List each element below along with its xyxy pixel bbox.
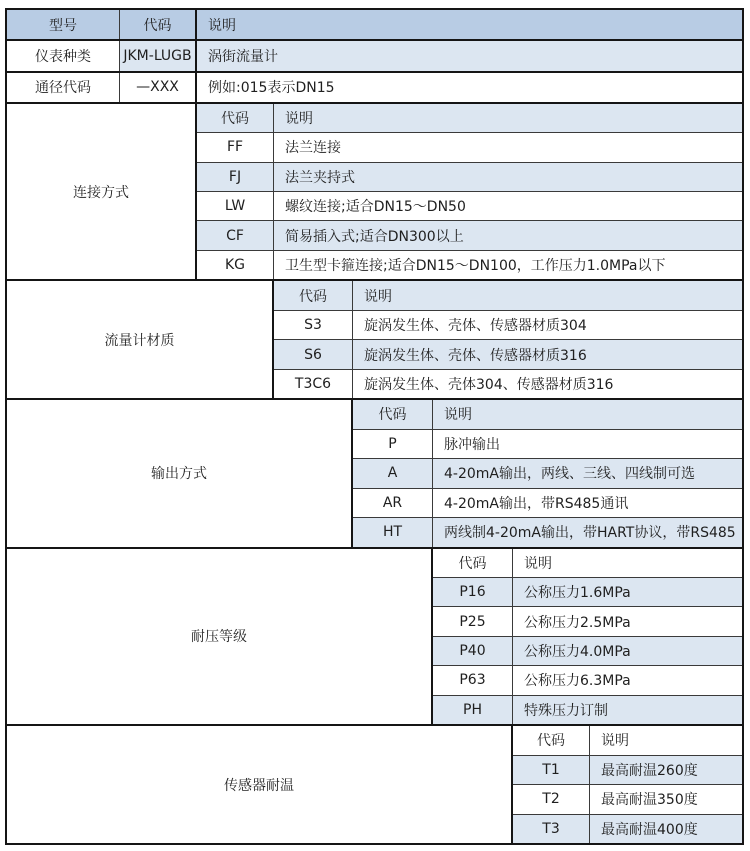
section-pressure-label: 耐压等级: [7, 549, 433, 725]
code-cell: P40: [433, 637, 513, 665]
code-cell: A: [353, 459, 433, 487]
code-cell: T1: [513, 756, 590, 785]
section-material-label: 流量计材质: [7, 281, 274, 398]
sub-header-desc: 说明: [601, 733, 629, 750]
desc-cell: 公称压力6.3MPa: [524, 673, 631, 690]
table-row: [433, 695, 742, 724]
sub-header-code: 代码: [197, 104, 274, 132]
code-cell: CF: [197, 221, 274, 249]
desc-cell: 旋涡发生体、壳体、传感器材质316: [364, 347, 587, 364]
code-cell: LW: [197, 192, 274, 220]
sub-header-row: [433, 549, 742, 577]
section-connection-label: 连接方式: [7, 104, 197, 280]
diameter-code: —XXX: [120, 73, 197, 102]
sub-header-desc: 说明: [364, 288, 392, 305]
section-connection: [7, 102, 742, 280]
section-output-label: 输出方式: [7, 400, 353, 546]
sub-header-row: [197, 104, 742, 132]
desc-cell: 法兰夹持式: [285, 169, 355, 186]
desc-cell: 最高耐温260度: [601, 762, 698, 779]
section-material-table: [274, 281, 742, 398]
code-cell: P25: [433, 607, 513, 635]
table-row: [197, 162, 742, 191]
desc-cell: 4-20mA输出，两线、三线、四线制可选: [444, 466, 695, 483]
sub-header-code: 代码: [433, 549, 513, 577]
code-cell: AR: [353, 489, 433, 517]
section-material: [7, 279, 742, 398]
spec-table: [5, 8, 744, 845]
table-row: [197, 250, 742, 279]
desc-cell: 卫生型卡箍连接;适合DN15～DN100，工作压力1.0MPa以下: [285, 258, 666, 275]
code-cell: T3: [513, 815, 590, 844]
header-model: 型号: [7, 10, 120, 39]
code-cell: PH: [433, 696, 513, 724]
desc-cell: 法兰连接: [285, 140, 341, 157]
desc-cell: 脉冲输出: [444, 436, 500, 453]
code-cell: P: [353, 430, 433, 458]
table-row: [513, 814, 742, 844]
section-output: [7, 398, 742, 546]
code-cell: HT: [353, 518, 433, 546]
table-row: [433, 636, 742, 665]
table-row: [353, 488, 742, 517]
section-temperature: [7, 724, 742, 843]
code-cell: FJ: [197, 163, 274, 191]
desc-cell: 最高耐温350度: [601, 792, 698, 809]
code-cell: T2: [513, 785, 590, 814]
code-cell: S3: [274, 311, 353, 340]
sub-header-code: 代码: [353, 400, 433, 428]
desc-cell: 公称压力2.5MPa: [524, 614, 631, 631]
table-header-row: [7, 10, 742, 39]
section-temperature-table: [513, 726, 742, 843]
table-row: [197, 220, 742, 249]
desc-cell: 4-20mA输出，带RS485通讯: [444, 495, 629, 512]
row-diameter-code: [7, 71, 742, 102]
desc-cell: 螺纹连接;适合DN15～DN50: [285, 199, 466, 216]
code-cell: KG: [197, 251, 274, 279]
table-row: [513, 755, 742, 785]
table-row: [433, 665, 742, 694]
code-cell: P63: [433, 666, 513, 694]
sub-header-desc: 说明: [285, 110, 313, 127]
table-row: [353, 458, 742, 487]
table-row: [353, 517, 742, 546]
header-desc: 说明: [197, 10, 742, 39]
code-cell: P16: [433, 578, 513, 606]
table-row: [433, 577, 742, 606]
table-row: [197, 132, 742, 161]
table-row: [274, 310, 742, 340]
sub-header-code: 代码: [274, 281, 353, 310]
diameter-desc: 例如:015表示DN15: [197, 73, 742, 102]
section-pressure-table: [433, 549, 742, 725]
sub-header-code: 代码: [513, 726, 590, 755]
desc-cell: 公称压力1.6MPa: [524, 585, 631, 602]
diameter-label: 通径代码: [7, 73, 120, 102]
code-cell: T3C6: [274, 370, 353, 399]
table-row: [274, 339, 742, 369]
section-pressure: [7, 547, 742, 725]
sub-header-desc: 说明: [444, 407, 472, 424]
instrument-desc: 涡街流量计: [197, 41, 742, 70]
desc-cell: 简易插入式;适合DN300以上: [285, 228, 464, 245]
desc-cell: 旋涡发生体、壳体、传感器材质304: [364, 318, 587, 334]
instrument-code: JKM-LUGB: [120, 41, 197, 70]
table-row: [353, 429, 742, 458]
sub-header-row: [513, 726, 742, 755]
desc-cell: 最高耐温400度: [601, 821, 698, 838]
header-code: 代码: [120, 10, 197, 39]
table-row: [274, 369, 742, 399]
code-cell: FF: [197, 133, 274, 161]
section-output-table: [353, 400, 742, 546]
instrument-label: 仪表种类: [7, 41, 120, 70]
desc-cell: 旋涡发生体、壳体304、传感器材质316: [364, 377, 614, 393]
desc-cell: 两线制4-20mA输出，带HART协议，带RS485: [444, 525, 736, 542]
desc-cell: 特殊压力订制: [524, 702, 608, 719]
code-cell: S6: [274, 340, 353, 369]
desc-cell: 公称压力4.0MPa: [524, 643, 631, 660]
sub-header-row: [274, 281, 742, 310]
sub-header-row: [353, 400, 742, 428]
row-instrument-type: [7, 39, 742, 70]
section-connection-table: [197, 104, 742, 280]
table-row: [513, 784, 742, 814]
table-row: [197, 191, 742, 220]
table-row: [433, 606, 742, 635]
section-temperature-label: 传感器耐温: [7, 726, 513, 843]
sub-header-desc: 说明: [524, 555, 552, 572]
